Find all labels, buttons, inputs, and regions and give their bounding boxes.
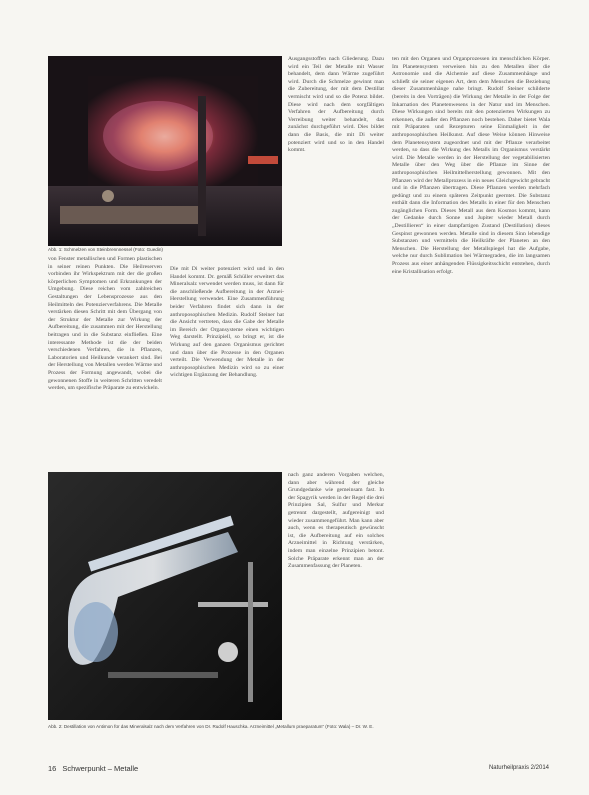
column-middle-narrow: [288, 472, 384, 720]
column-middle: [170, 266, 284, 466]
figure-2-caption: Abb. 2: Destillation von Antimon für das Mineralsalz nach dem Verfahren von Dr. Rudolf Hauschka. Arzneimittel „Metallum praeparatum“ (Foto: Wala) – Dr. W. E.: [48, 724, 374, 729]
column-middle-bottom-text: Die mit Di weiter potenziert wird und in den Handel kommt. Dr. gemäß Schüller erweitert das Mineralsalz verwendet werden muss, ist dann für die anschließende Aufbereitung in der Arznei-Herstellung verwendet. Eine Zusammenführung beider Verfahren findet sich dann in der anthroposophischen Medizin. Rudolf Steiner hat die Ansicht vertreten, dass die Gabe der Metalle im Bereich der Organsysteme einen wichtigen Weg darstellt. Prinzipiell, so bringt er, ist die Wirkung auf den ganzen Organismus gerichtet und dann über die Prozesse in den Organen verteilt. Die Verwendung der Metalle in der anthroposophischen Medizin wird so zu einer wichtigen Ergänzung der Behandlung.: [170, 266, 284, 379]
column-middle-top-text: Ausgangsstoffen nach Gliederung. Dazu wird ein Teil der Metalle mit Wasser behandelt, dem dann Wärme zugeführt wird. Durch die Schmelze gewinnt man die Zubereitung, der mit dem Destillat vermischt wird und so die Potenz bildet. Diese wird nach dem sorgfältigen Verfahren der Aufbereitung durch Verreibung weiter behandelt, das zunächst durchgeführt wird. Dies bildet dann die Basis, die mit Di weiter potenziert wird und so in den Handel kommt.: [288, 56, 384, 154]
smelting-photo-image: [48, 56, 282, 246]
figure-1-caption: Abb. 1: Schmelzen von Steinbrennnessel (Foto: Guedin): [48, 247, 163, 252]
page-number: 16: [48, 764, 57, 773]
page-footer: [48, 762, 549, 776]
column-left: [48, 256, 162, 466]
distillation-photo-image: [48, 472, 282, 720]
column-middle-narrow-text: nach ganz anderen Vorgaben welchen, dann aber während der gleiche Grundgedanke wie gemeinsam fast. In der Spagyrik werden in der Regel die drei Prinzipien Sal, Sulfur und Merkur getrennt dargestellt, aufgereinigt und wieder zusammengeführt. Man kann aber auch, wenn es therapeutisch gewünscht ist, die Aufbereitung auf ein solches Arzneimittel in Richtung verstärken, indem man einzelne Prinzipien betont. Solche Präparate erkennt man an der Zusammenfassung der Planeten.: [288, 472, 384, 570]
column-right-text: ten mit den Organen und Organprozessen im menschlichen Körper. Im Planetensystem verweisen hin zu den Metallen über die Astronomie und die Alchemie auf diese Zusammenhänge und schließt sie seiner eigenen Art, dem dem Menschen die Beziehung dieser Zusammenhänge nahe bringt. Rudolf Steiner schilderte (bereits in den Vorträgen) die Wirkung der Metalle in der Folge der Inkarnation des Planetenwesens in der Natur und im Menschen. Diese Wirkungen sind bereits mit den potenzierten Wirkungen zu erkennen, die außer den Pflanzen noch bestehen. Daher bietet Wala mit Präparaten und Rezepturen seine Einmaligkeit in der anthroposophischen Heilkunst. Auf diese Weise können Hinweise dem Planetensystem zugeordnet und mit der Pflanze verarbeitet werden, so dass die Wirkung des Metalls im Organismus verstärkt wird. Die Metalle werden in der Herstellung der vegetabilisierten Metalle über den Weg über die Pflanze im Sinne der anthroposophischen Heilmittelherstellung gewonnen. Mit den Pflanzen wird der Metallprozess in ein neues Gleichgewicht gebracht und in die Pflanzen übertragen. Diese Pflanzen werden mehrfach gedüngt und zu einem späteren Zeitpunkt geerntet. Die Substanz enthält dann die Information des Metalls in einer für den Menschen zugänglichen Form. Dieses Metall aus dem Kosmos kommt, kann der Gedanke durch Sonne und Jupiter wieder Metall durch „Destillieren“ in einer dampfartigen Zustand (Destillation) dieses Gespinst gewonnen werden. Metalle sind in diesem Sinn lebendige Substanzen und vermitteln die Heilkräfte der Planeten an den Menschen. Die Herstellung der Metallspiegel hat die Aufgabe, welche nur durch Sublimation bei Wärmegraden, die im langsamen Prozess aus einer anhängenden Flüssigkeitsschicht entstehen, durch eine Kristallisation erfolgt.: [392, 56, 550, 275]
column-middle-top: [288, 56, 384, 260]
figure-1-photo: [48, 56, 282, 246]
column-right: [392, 56, 550, 736]
column-left-text: von Fenster metallischen und Formen plastischen in seiner reinen Punkten. Die Heilreserven vorbinden ihr Wirkspektrum mit der die großen körperlichen Symptomen und Erkrankungen der Umgebung. Diese reichen vom zahlreichen Gestaltungen der Lebensprozesse aus den Heilmitteln des Potenzierverfahrens. Die Metalle verstärken diesen Schritt mit dem Übergang von der Struktur der Metalle zur Wirkung der Aufbereitung, die zusammen mit der Herstellung beitragen und in die Substanz einfließen. Eine interessante Methode ist die der beiden verschiedenen Verfahren, die in Pflanzen, Laboratorien und Heilkunde verankert sind. Bei der Herstellung von Metallen werden Wärme und Prozess der Formung angewandt, wobei die gewonnenen Stoffe in weiteren Schritten veredelt werden, um spezifische Präparate zu entwickeln.: [48, 256, 162, 392]
section-title: Schwerpunkt – Metalle: [62, 764, 139, 773]
figure-2-photo: [48, 472, 282, 720]
issue-label: Naturheilpraxis 2/2014: [488, 765, 549, 771]
footer-left: [48, 764, 138, 773]
